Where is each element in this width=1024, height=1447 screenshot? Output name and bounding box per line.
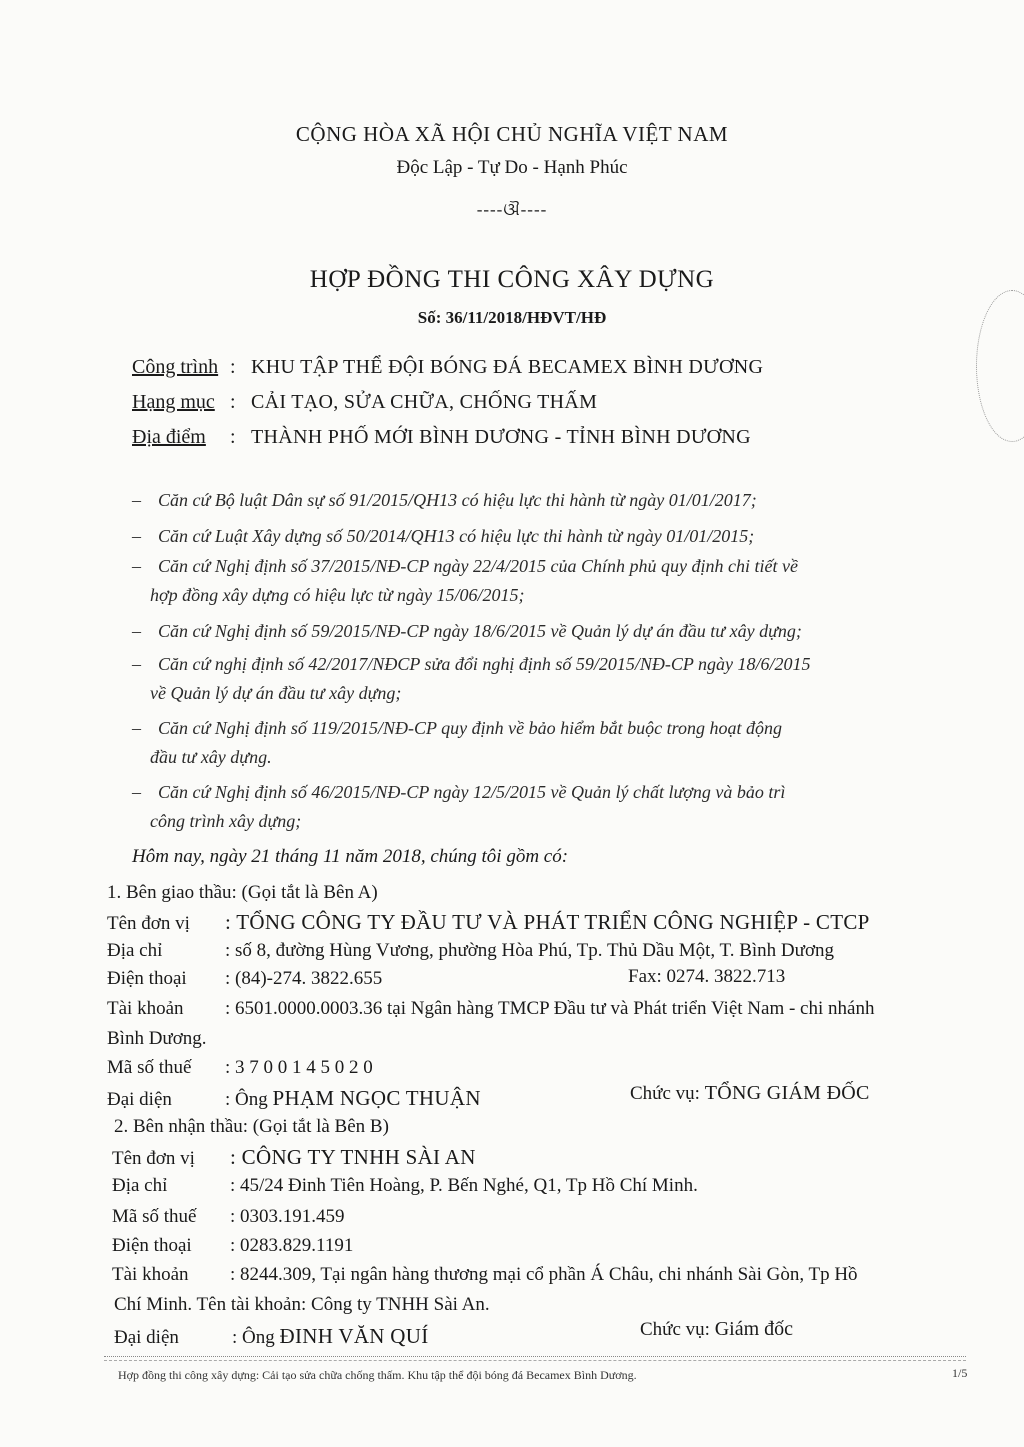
contract-date-line: Hôm nay, ngày 21 tháng 11 năm 2018, chúng tôi gồm có: bbox=[132, 846, 569, 867]
legal-basis-text: Căn cứ nghị định số 42/2017/NĐCP sửa đổi nghị định số 59/2015/NĐ-CP ngày 18/6/2015 bbox=[158, 654, 811, 674]
legal-basis-item: – Căn cứ Nghị định số 37/2015/NĐ-CP ngày 22/4/2015 của Chính phủ quy định chi tiết về hợp đồng xây dựng có hiệu lực từ ngày 15/06/2015; bbox=[132, 556, 962, 606]
legal-basis-text: Căn cứ Nghị định số 37/2015/NĐ-CP ngày 22/4/2015 của Chính phủ quy định chi tiết về bbox=[158, 556, 798, 576]
national-motto: Độc Lập - Tự Do - Hạnh Phúc bbox=[396, 157, 628, 178]
party-b-position-row bbox=[640, 1318, 793, 1341]
party-a-phone: : (84)-274. 3822.655 bbox=[225, 968, 383, 989]
legal-basis-item: – Căn cứ Nghị định số 119/2015/NĐ-CP quy định về bảo hiểm bắt buộc trong hoạt động đầu tư xây dựng. bbox=[132, 718, 962, 768]
project-value: CẢI TẠO, SỬA CHỮA, CHỐNG THẤM bbox=[251, 391, 598, 413]
project-label: Hạng mục bbox=[132, 391, 215, 413]
party-a-address: : số 8, đường Hùng Vương, phường Hòa Phú, Tp. Thủ Dầu Một, T. Bình Dương bbox=[225, 940, 835, 961]
project-label: Công trình bbox=[132, 356, 219, 378]
party-a-unit: : TỔNG CÔNG TY ĐẦU TƯ VÀ PHÁT TRIỂN CÔNG NGHIỆP - CTCP bbox=[225, 910, 870, 934]
party-a-phone-row bbox=[107, 968, 382, 990]
page-number: 1/5 bbox=[952, 1366, 968, 1380]
footer-text: Hợp đồng thi công xây dựng: Cải tạo sửa chữa chống thấm. Khu tập thể đội bóng đá Becamex Bình Dương. bbox=[118, 1368, 637, 1382]
field-label: Tên đơn vị bbox=[107, 913, 190, 934]
party-a-tax: : 3 7 0 0 1 4 5 0 2 0 bbox=[225, 1057, 373, 1078]
contract-number: Số: 36/11/2018/HĐVT/HĐ bbox=[417, 308, 607, 327]
legal-basis-text: Căn cứ Nghị định số 59/2015/NĐ-CP ngày 18/6/2015 về Quản lý dự án đầu tư xây dựng; bbox=[158, 621, 802, 641]
legal-basis-item: – Căn cứ Luật Xây dựng số 50/2014/QH13 có hiệu lực thi hành từ ngày 01/01/2015; bbox=[132, 526, 755, 546]
party-b-rep-row bbox=[114, 1324, 429, 1349]
field-label: Tên đơn vị bbox=[112, 1148, 195, 1169]
party-b-address: : 45/24 Đinh Tiên Hoàng, P. Bến Nghé, Q1, Tp Hồ Chí Minh. bbox=[230, 1175, 698, 1196]
field-label: Đại diện bbox=[107, 1089, 172, 1110]
party-b-unit-row bbox=[112, 1145, 476, 1170]
position-label: Chức vụ: bbox=[630, 1083, 700, 1104]
party-a-heading: 1. Bên giao thầu: (Gọi tắt là Bên A) bbox=[107, 882, 378, 903]
field-label: Tài khoản bbox=[107, 998, 184, 1019]
party-b-account-cont: Chí Minh. Tên tài khoản: Công ty TNHH Sài An. bbox=[114, 1294, 490, 1315]
party-b-phone: : 0283.829.1191 bbox=[230, 1235, 354, 1256]
party-b-unit: : CÔNG TY TNHH SÀI AN bbox=[230, 1145, 476, 1169]
field-label: Điện thoại bbox=[107, 968, 187, 989]
legal-basis-item: – Căn cứ Bộ luật Dân sự số 91/2015/QH13 có hiệu lực thi hành từ ngày 01/01/2017; bbox=[132, 490, 757, 510]
party-a-rep-prefix: : Ông bbox=[225, 1089, 268, 1110]
project-value: KHU TẬP THỂ ĐỘI BÓNG ĐÁ BECAMEX BÌNH DƯƠNG bbox=[251, 356, 764, 378]
party-b-position: Giám đốc bbox=[714, 1318, 793, 1340]
legal-basis-text: Căn cứ Bộ luật Dân sự số 91/2015/QH13 có hiệu lực thi hành từ ngày 01/01/2017; bbox=[158, 490, 757, 510]
project-row-item: Hạng mục : CẢI TẠO, SỬA CHỮA, CHỐNG THẤM bbox=[132, 391, 598, 413]
field-label: Mã số thuế bbox=[107, 1057, 192, 1078]
party-b-tax-row bbox=[112, 1206, 345, 1228]
field-label: Địa chỉ bbox=[112, 1175, 168, 1196]
footer-divider bbox=[104, 1356, 966, 1361]
party-b-account-row bbox=[112, 1264, 858, 1286]
field-label: Đại diện bbox=[114, 1327, 179, 1348]
legal-basis-text-cont: hợp đồng xây dựng có hiệu lực từ ngày 15/06/2015; bbox=[150, 585, 525, 605]
legal-basis-text: Căn cứ Nghị định số 119/2015/NĐ-CP quy định về bảo hiểm bắt buộc trong hoạt động bbox=[158, 718, 782, 738]
party-a-fax: Fax: 0274. 3822.713 bbox=[628, 966, 786, 987]
party-a-position: TỔNG GIÁM ĐỐC bbox=[704, 1082, 870, 1104]
legal-basis-text-cont: đầu tư xây dựng. bbox=[150, 747, 272, 767]
party-a-rep-row bbox=[107, 1086, 481, 1111]
contract-title: HỢP ĐỒNG THI CÔNG XÂY DỰNG bbox=[309, 266, 715, 293]
field-label: Điện thoại bbox=[112, 1235, 192, 1256]
legal-basis-item: – Căn cứ nghị định số 42/2017/NĐCP sửa đổi nghị định số 59/2015/NĐ-CP ngày 18/6/2015 về Quản lý dự án đầu tư xây dựng; bbox=[132, 654, 962, 704]
field-label: Địa chỉ bbox=[107, 940, 163, 961]
legal-basis-text-cont: về Quản lý dự án đầu tư xây dựng; bbox=[150, 683, 402, 703]
party-a-account-row bbox=[107, 998, 874, 1020]
party-a-position-row bbox=[630, 1082, 870, 1105]
party-b-rep-prefix: : Ông bbox=[232, 1327, 275, 1348]
party-a-address-row bbox=[107, 940, 834, 962]
party-a-unit-row bbox=[107, 910, 870, 935]
project-label: Địa điểm bbox=[132, 426, 206, 448]
party-b-phone-row bbox=[112, 1235, 353, 1257]
legal-basis-item: – Căn cứ Nghị định số 59/2015/NĐ-CP ngày 18/6/2015 về Quản lý dự án đầu tư xây dựng; bbox=[132, 621, 802, 641]
party-b-heading: 2. Bên nhận thầu: (Gọi tắt là Bên B) bbox=[114, 1116, 389, 1137]
project-row-location: Địa điểm : THÀNH PHỐ MỚI BÌNH DƯƠNG - TỈNH BÌNH DƯƠNG bbox=[132, 426, 751, 448]
field-label: Tài khoản bbox=[112, 1264, 189, 1285]
project-value: THÀNH PHỐ MỚI BÌNH DƯƠNG - TỈNH BÌNH DƯƠNG bbox=[251, 426, 751, 448]
party-a-rep-name: PHẠM NGỌC THUẬN bbox=[272, 1086, 481, 1110]
party-a-account-cont: Bình Dương. bbox=[107, 1028, 207, 1049]
party-b-rep-name: ĐINH VĂN QUÍ bbox=[279, 1324, 429, 1348]
legal-basis-text-cont: công trình xây dựng; bbox=[150, 811, 302, 831]
national-title: CỘNG HÒA XÃ HỘI CHỦ NGHĨA VIỆT NAM bbox=[295, 122, 729, 146]
ornament-divider: ----ଔ---- bbox=[476, 200, 548, 219]
field-label: Mã số thuế bbox=[112, 1206, 197, 1227]
party-b-account: : 8244.309, Tại ngân hàng thương mại cổ phần Á Châu, chi nhánh Sài Gòn, Tp Hồ bbox=[230, 1264, 858, 1285]
party-b-address-row bbox=[112, 1175, 698, 1197]
party-b-tax: : 0303.191.459 bbox=[230, 1206, 345, 1227]
party-a-tax-row bbox=[107, 1057, 373, 1079]
legal-basis-text: Căn cứ Nghị định số 46/2015/NĐ-CP ngày 12/5/2015 về Quản lý chất lượng và bảo trì bbox=[158, 782, 786, 802]
project-row-construction: Công trình : KHU TẬP THỂ ĐỘI BÓNG ĐÁ BECAMEX BÌNH DƯƠNG bbox=[132, 356, 764, 378]
legal-basis-item: – Căn cứ Nghị định số 46/2015/NĐ-CP ngày 12/5/2015 về Quản lý chất lượng và bảo trì công trình xây dựng; bbox=[132, 782, 962, 832]
position-label: Chức vụ: bbox=[640, 1319, 710, 1340]
party-a-account: : 6501.0000.0003.36 tại Ngân hàng TMCP Đầu tư và Phát triển Việt Nam - chi nhánh bbox=[225, 998, 875, 1019]
legal-basis-text: Căn cứ Luật Xây dựng số 50/2014/QH13 có hiệu lực thi hành từ ngày 01/01/2015; bbox=[158, 526, 755, 546]
